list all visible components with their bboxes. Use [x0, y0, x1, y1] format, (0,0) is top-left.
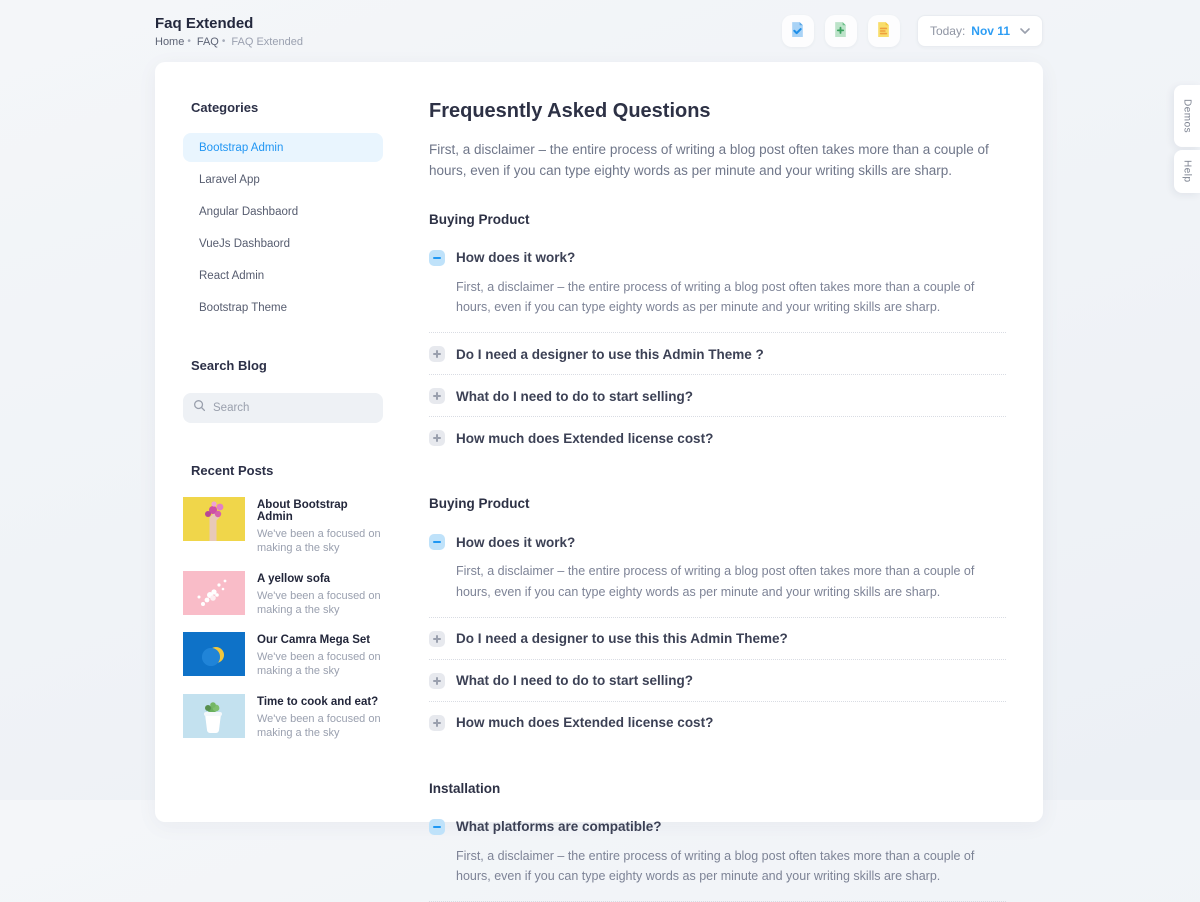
recent-post-desc: We've been a focused on making a the sky — [257, 528, 381, 555]
search-box[interactable] — [183, 393, 383, 423]
expand-plus-icon[interactable] — [429, 346, 445, 362]
faq-question-row[interactable] — [429, 346, 1006, 362]
search-blog-title: Search Blog — [191, 358, 267, 373]
recent-post-title: Our Camra Mega Set — [257, 634, 371, 647]
plant-pot-thumbnail — [183, 694, 245, 738]
file-add-icon — [832, 21, 849, 41]
faq-item — [429, 660, 1006, 702]
recent-posts-title: Recent Posts — [191, 463, 274, 478]
recent-post-title: A yellow sofa — [257, 572, 331, 585]
faq-item — [429, 333, 1006, 375]
faq-question: How does it work? — [456, 534, 576, 550]
breadcrumb-separator: • — [221, 36, 226, 47]
recent-post-text — [257, 571, 383, 618]
demos-tab-label: Demos — [1181, 98, 1193, 134]
page-header — [0, 0, 1200, 62]
recent-post-title: About Bootstrap Admin — [257, 499, 348, 523]
pink-petals-thumbnail — [183, 571, 245, 615]
faq-item — [429, 237, 1006, 334]
breadcrumb-item: FAQ Extended — [231, 35, 303, 48]
recent-post-item[interactable] — [183, 694, 383, 741]
recent-post-item[interactable] — [183, 497, 383, 556]
faq-question-row[interactable] — [429, 250, 1006, 266]
faq-question-row[interactable] — [429, 819, 1006, 835]
category-item[interactable]: Laravel App — [199, 173, 260, 186]
search-input[interactable] — [213, 402, 373, 414]
category-item[interactable]: Bootstrap Theme — [199, 301, 288, 314]
expand-plus-icon[interactable] — [429, 673, 445, 689]
expand-plus-icon[interactable] — [429, 631, 445, 647]
page-title: Faq Extended — [155, 14, 254, 32]
recent-posts-section — [183, 463, 383, 740]
faq-question-row[interactable] — [429, 430, 1006, 446]
faq-section-title: Buying Product — [429, 211, 530, 227]
recent-post-desc: We've been a focused on making a the sky — [257, 589, 381, 616]
recent-post-text — [257, 497, 383, 556]
date-value: Nov 11 — [971, 24, 1010, 38]
faq-item — [429, 618, 1006, 660]
faq-section-title: Buying Product — [429, 496, 530, 512]
category-item[interactable]: Bootstrap Admin — [183, 133, 383, 162]
faq-question: How does it work? — [456, 250, 576, 266]
search-section — [183, 358, 383, 423]
faq-section — [429, 496, 1006, 743]
faq-answer: First, a disclaimer – the entire process of writing a blog post often takes more than a couple of hours, even if you can type eighty words as per minute and your writing skills are sharp. — [456, 564, 975, 599]
file-check-button[interactable] — [782, 15, 814, 47]
recent-post-text — [257, 694, 383, 741]
faq-intro: First, a disclaimer – the entire process of writing a blog post often takes more than a couple of hours, even if you can type eighty words as per minute and your writing skills are sharp. — [429, 142, 989, 178]
date-picker[interactable] — [917, 15, 1043, 47]
faq-question-row[interactable] — [429, 388, 1006, 404]
faq-question: Do I need a designer to use this Admin Theme ? — [456, 346, 764, 362]
header-actions — [782, 15, 1043, 47]
recent-post-desc: We've been a focused on making a the sky — [257, 651, 381, 678]
demos-tab[interactable] — [1174, 85, 1200, 147]
category-item[interactable]: Angular Dashbaord — [199, 205, 299, 218]
recent-post-item[interactable] — [183, 571, 383, 618]
faq-question-row[interactable] — [429, 673, 1006, 689]
recent-posts-list — [183, 497, 383, 740]
file-add-button[interactable] — [825, 15, 857, 47]
breadcrumb — [155, 36, 303, 48]
chevron-down-icon — [1020, 28, 1030, 34]
faq-question-row[interactable] — [429, 715, 1006, 731]
faq-question: How much does Extended license cost? — [456, 715, 714, 731]
breadcrumb-item[interactable]: FAQ — [196, 35, 219, 48]
search-icon — [193, 399, 206, 417]
faq-page-title: Frequesntly Asked Questions — [429, 100, 711, 122]
faq-item — [429, 521, 1006, 618]
faq-question: What do I need to do to start selling? — [456, 673, 693, 689]
faq-question: What platforms are compatible? — [456, 819, 662, 835]
file-text-icon — [875, 21, 892, 41]
faq-question-row[interactable] — [429, 631, 1006, 647]
categories-title: Categories — [191, 100, 259, 115]
faq-item — [429, 806, 1006, 902]
date-label: Today: — [929, 24, 966, 38]
faq-question: Do I need a designer to use this this Admin Theme? — [456, 631, 788, 647]
yellow-flowers-thumbnail — [183, 497, 245, 541]
file-text-button[interactable] — [868, 15, 900, 47]
recent-post-desc: We've been a focused on making a the sky — [257, 712, 381, 740]
blue-camera-thumbnail — [183, 632, 245, 676]
faq-section — [429, 781, 1006, 902]
sidebar — [183, 100, 383, 822]
faq-question: What do I need to do to start selling? — [456, 388, 693, 404]
category-item[interactable]: React Admin — [199, 269, 265, 282]
expand-plus-icon[interactable] — [429, 430, 445, 446]
categories-list — [183, 133, 383, 322]
collapse-minus-icon[interactable] — [429, 819, 445, 835]
faq-sections — [429, 212, 1006, 902]
category-item[interactable]: VueJs Dashbaord — [199, 237, 290, 250]
recent-post-item[interactable] — [183, 632, 383, 679]
expand-plus-icon[interactable] — [429, 715, 445, 731]
recent-post-title: Time to cook and eat? — [257, 695, 379, 708]
collapse-minus-icon[interactable] — [429, 534, 445, 550]
collapse-minus-icon[interactable] — [429, 250, 445, 266]
faq-section — [429, 212, 1006, 459]
faq-section-title: Installation — [429, 780, 501, 796]
recent-post-text — [257, 632, 383, 679]
faq-item — [429, 375, 1006, 417]
faq-question: How much does Extended license cost? — [456, 430, 714, 446]
faq-content — [429, 100, 1006, 884]
faq-question-row[interactable] — [429, 534, 1006, 550]
header-left — [155, 15, 303, 48]
faq-item — [429, 702, 1006, 743]
breadcrumb-separator: • — [187, 36, 191, 47]
breadcrumb-item[interactable]: Home — [155, 35, 185, 48]
expand-plus-icon[interactable] — [429, 388, 445, 404]
faq-item — [429, 417, 1006, 458]
faq-answer: First, a disclaimer – the entire process of writing a blog post often takes more than a couple of hours, even if you can type eighty words as per minute and your writing skills are sharp. — [456, 848, 975, 884]
main-card — [155, 62, 1043, 884]
faq-answer: First, a disclaimer – the entire process of writing a blog post often takes more than a couple of hours, even if you can type eighty words as per minute and your writing skills are sharp. — [456, 279, 975, 315]
file-check-icon — [789, 21, 806, 41]
help-tab-label: Help — [1181, 160, 1193, 183]
help-tab[interactable] — [1174, 150, 1200, 193]
